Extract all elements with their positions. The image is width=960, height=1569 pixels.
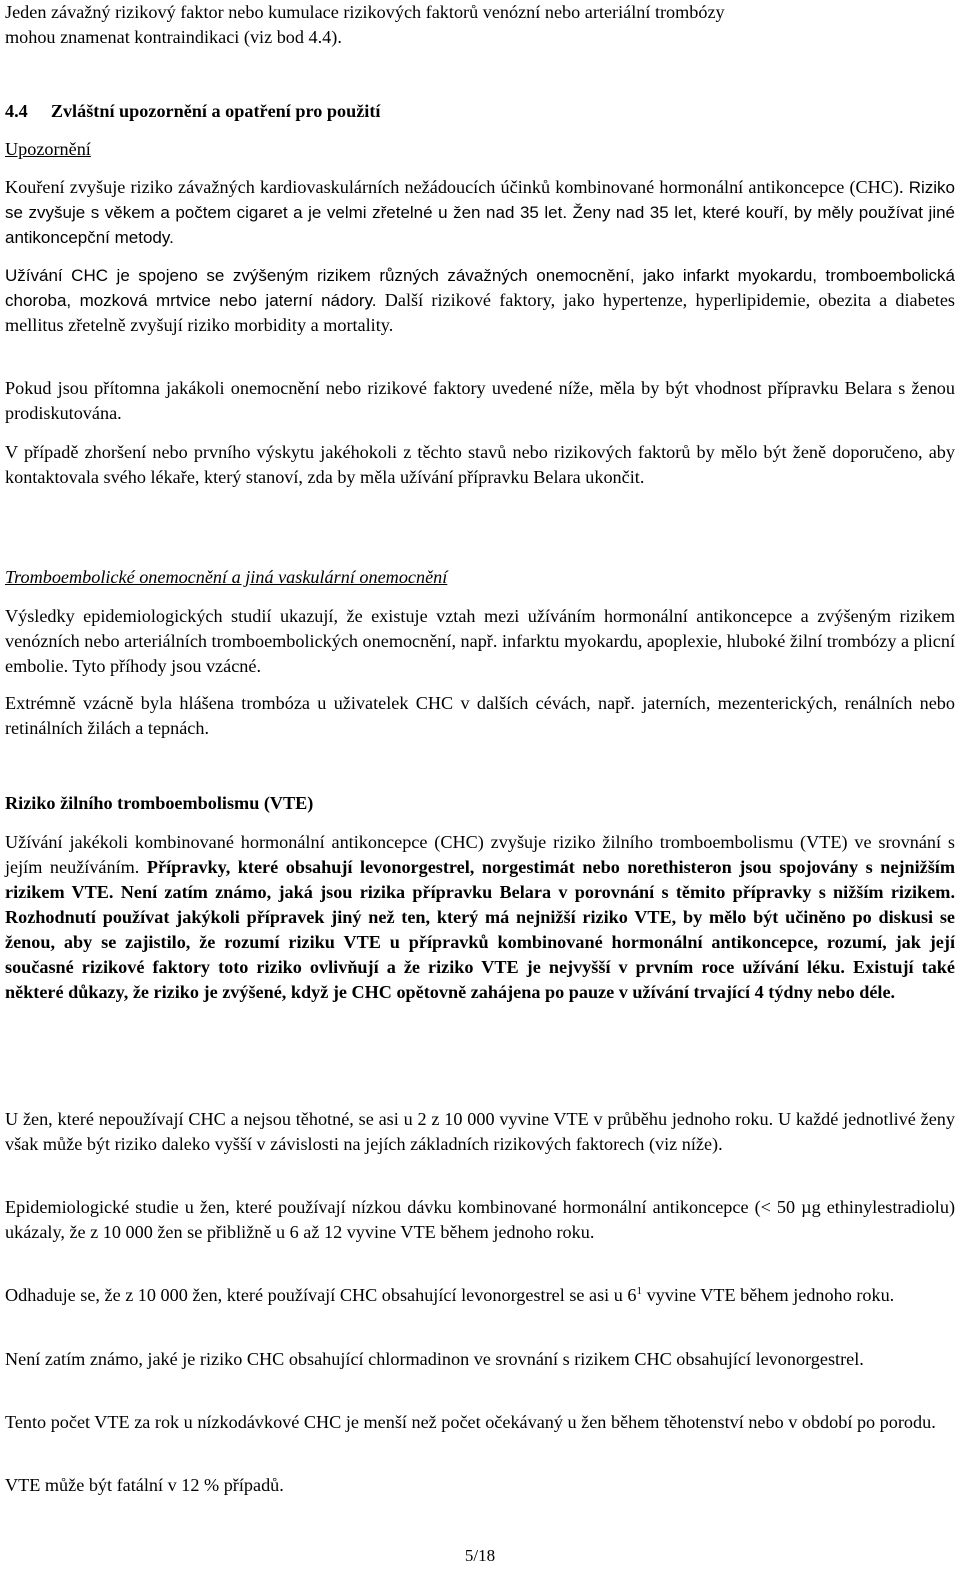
thromboembolic-heading: Tromboembolické onemocnění a jiná vaskulární onemocnění <box>5 567 448 587</box>
footnote-marker: 1 <box>636 1285 643 1297</box>
epidemiology-paragraph: Výsledky epidemiologických studií ukazují, že existuje vztah mezi užíváním hormonální antikoncepce a zvýšeným rizikem venózních nebo arteriálních tromboembolických onemocnění, např. infarktu myokardu, apoplexie, hluboké žilní trombózy a plicní embolie. Tyto příhody jsou vzácné. <box>5 606 956 676</box>
warning-smoking-sans: Riziko se zvyšuje s věkem a počtem cigaret a je velmi zřetelné u žen nad 35 let. Ženy nad 35 let, které kouří, by měly používat jiné antikoncepční metody. <box>5 178 956 247</box>
warning-smoking-paragraph <box>5 175 955 250</box>
nonusers-paragraph: U žen, které nepoužívají CHC a nejsou těhotné, se asi u 2 z 10 000 vyvine VTE v průběhu jednoho roku. U každé jednotlivé ženy však může být riziko daleko vyšší v závislosti na jejích základních rizikových faktorech (viz níže). <box>5 1109 955 1154</box>
worsening-paragraph: V případě zhoršení nebo prvního výskytu jakéhokoli z těchto stavů nebo rizikových faktorů by mělo být ženě doporučeno, aby kontaktovala svého lékaře, který stanoví, zda by měla užívání přípravku Belara ukončit. <box>5 442 955 487</box>
estimate-paragraph <box>5 1283 955 1308</box>
intro-line-2: mohou znamenat kontraindikaci (viz bod 4.4). <box>5 27 342 47</box>
intro-paragraph <box>5 0 955 50</box>
vte-count-paragraph: Tento počet VTE za rok u nízkodávkové CHC je menší než počet očekávaný u žen během těhotenství nebo v období po porodu. <box>5 1412 936 1432</box>
unknown-risk-paragraph: Není zatím známo, jaké je riziko CHC obsahující chlormadinon ve srovnání s rizikem CHC obsahující levonorgestrel. <box>5 1349 864 1369</box>
intro-line-1: Jeden závažný rizikový faktor nebo kumulace rizikových faktorů venózní nebo arteriální trombózy <box>5 2 725 22</box>
rare-thrombosis-paragraph: Extrémně vzácně byla hlášena trombóza u uživatelek CHC v dalších cévách, např. jaterních, mezenterických, renálních nebo retinálních žilách a tepnách. <box>5 693 955 738</box>
warnings-heading: Upozornění <box>5 139 91 159</box>
chc-risk-paragraph <box>5 263 955 338</box>
page-number: 5/18 <box>464 1546 496 1565</box>
vte-heading: Riziko žilního tromboembolismu (VTE) <box>5 793 314 813</box>
section-number: 4.4 <box>5 101 28 121</box>
vte-risk-paragraph <box>5 830 955 1005</box>
warning-smoking-serif: Kouření zvyšuje riziko závažných kardiovaskulárních nežádoucích účinků kombinované hormonální antikoncepce (CHC). <box>5 177 904 197</box>
low-dose-paragraph: Epidemiologické studie u žen, které používají nízkou dávku kombinované hormonální antikoncepce (< 50 µg ethinylestradiolu) ukázaly, že z 10 000 žen se přibližně u 6 až 12 vyvine VTE během jednoho roku. <box>5 1197 955 1242</box>
vte-risk-plain: Užívání jakékoli kombinované hormonální antikoncepce (CHC) zvyšuje riziko žilního tromboembolismu (VTE) ve srovnání s jejím neužíváním. <box>5 832 955 877</box>
section-title: Zvláštní upozornění a opatření pro použití <box>50 101 381 121</box>
discuss-paragraph: Pokud jsou přítomna jakákoli onemocnění nebo rizikové faktory uvedené níže, měla by být vhodnost přípravku Belara s ženou prodiskutována. <box>5 378 955 423</box>
chc-risk-serif: Další rizikové faktory, jako hypertenze, hyperlipidemie, obezita a diabetes mellitus zřetelně zvyšují riziko morbidity a mortality. <box>5 290 955 335</box>
chc-risk-sans: Užívání CHC je spojeno se zvýšeným rizikem různých závažných onemocnění, jako infarkt myokardu, tromboembolická choroba, mozková mrtvice nebo jaterní nádory. <box>5 266 955 310</box>
estimate-text-a: Odhaduje se, že z 10 000 žen, které používají CHC obsahující levonorgestrel se asi u 6 <box>5 1285 637 1305</box>
vte-risk-bold: Přípravky, které obsahují levonorgestrel, norgestimát nebo norethisteron jsou spojovány s nejnižším rizikem VTE. Není zatím známo, jaká jsou rizika přípravku Belara v porovnání s těmito přípravky s nižším rizikem. Rozhodnutí používat jakýkoli přípravek jiný než ten, který má nejnižší riziko VTE, by mělo být učiněno po diskusi se ženou, aby se zajistilo, že rozumí riziku VTE u přípravků kombinované hormonální antikoncepce, rozumí, jak její současné rizikové faktory toto riziko ovlivňují a že riziko VTE je nejvyšší v prvním roce užívání léku. Existují také některé důkazy, že riziko je zvýšené, když je CHC opětovně zahájena po pauze v užívání trvající 4 týdny nebo déle. <box>5 857 955 1002</box>
fatal-paragraph: VTE může být fatální v 12 % případů. <box>5 1475 284 1495</box>
estimate-text-b: vyvine VTE během jednoho roku. <box>646 1285 895 1305</box>
section-heading <box>5 99 380 124</box>
